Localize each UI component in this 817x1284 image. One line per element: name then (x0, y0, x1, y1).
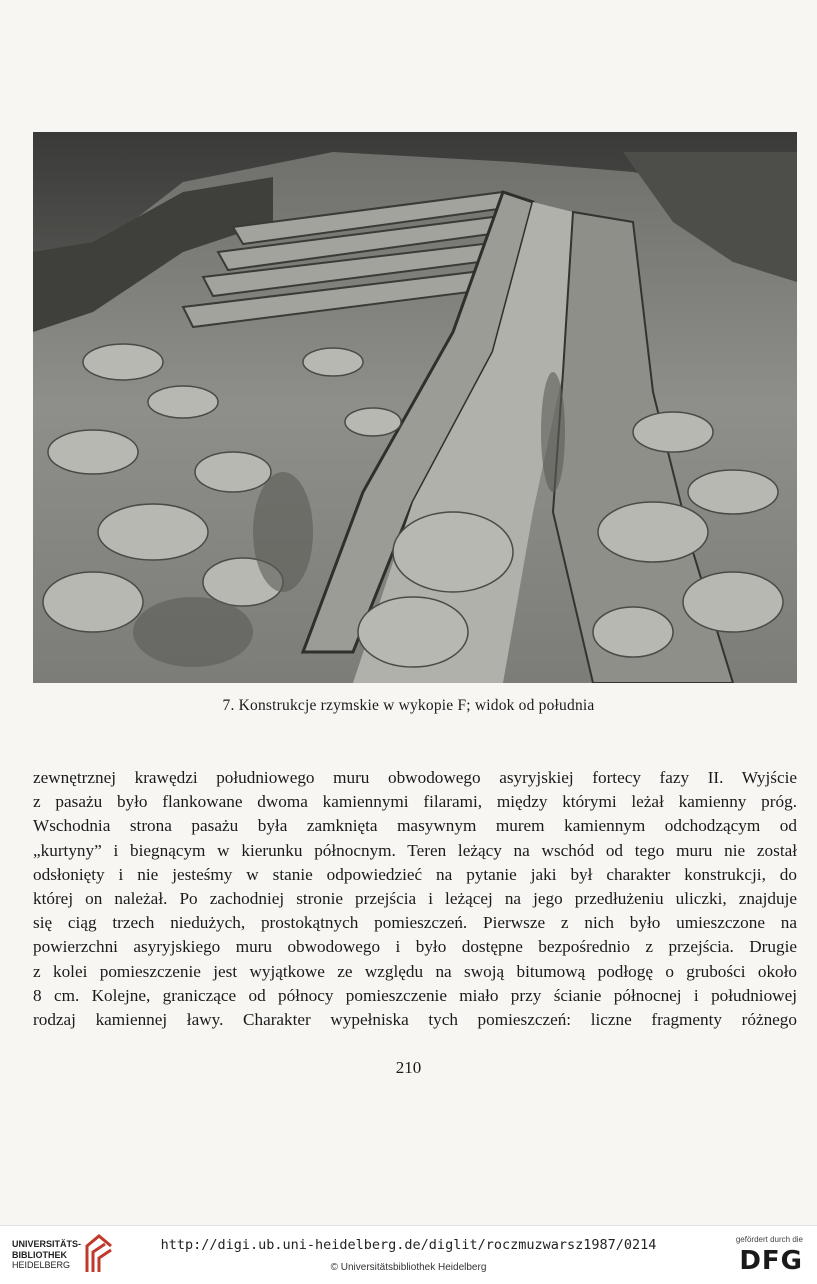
text-line: której on należał. Po zachodniej stronie przejścia i leżącej na jego przedłużeniu uliczki, znajduje (33, 889, 797, 909)
sponsor-note: gefördert durch die (735, 1235, 803, 1244)
page-number: 210 (395, 1058, 422, 1077)
document-url-link[interactable]: http://digi.ub.uni-heidelberg.de/diglit/roczmuzwarsz1987/0214 (160, 1237, 657, 1253)
excavation-photo-drawing (33, 132, 797, 683)
text-line: 8 cm. Kolejne, graniczące od północy pomieszczenie miało przy ścianie północnej i południowej (33, 985, 797, 1005)
text-line: Wschodnia strona pasażu była zamknięta masywnym murem kamiennym odchodzącym od (33, 816, 797, 836)
text-line: zewnętrznej krawędzi południowego muru obwodowego asyryjskiej fortecy fazy II. Wyjście (33, 768, 797, 787)
text-line: z pasażu było flankowane dwoma kamiennymi filarami, między którymi leżał kamienny próg. (33, 792, 797, 812)
excavation-photo (33, 132, 797, 683)
body-paragraph (33, 766, 797, 1032)
text-line: się ciąg trzech niedużych, prostokątnych pomieszczeń. Pierwsze z nich było umieszczone na (33, 913, 797, 933)
text-line: odsłonięty i nie jesteśmy w stanie odpowiedzieć na pytanie jaki był charakter konstrukcji, do (33, 864, 797, 884)
dfg-logo[interactable]: DFG (739, 1246, 803, 1276)
text-line: rodzaj kamiennej ławy. Charakter wypełniska tych pomieszczeń: liczne fragmenty różnego (33, 1010, 797, 1030)
text-line: z kolei pomieszczenie jest wyjątkowe ze względu na swoją bitumową podłogę o grubości około (33, 961, 797, 981)
figure-caption: 7. Konstrukcje rzymskie w wykopie F; widok od południa (222, 697, 595, 714)
library-name-line: UNIVERSITÄTS- (12, 1239, 82, 1249)
library-name-line: HEIDELBERG (12, 1260, 71, 1270)
digitization-footer (0, 1225, 817, 1284)
copyright-notice: © Universitätsbibliothek Heidelberg (330, 1262, 487, 1273)
text-line: „kurtyny” i biegnącym w kierunku północnym. Teren leżący na wschód od tego muru nie został (33, 840, 797, 860)
text-line: powierzchni asyryjskiego muru obwodowego i było dostępne bezpośrednio z przejścia. Drugie (33, 937, 797, 957)
library-name-line: BIBLIOTHEK (12, 1249, 67, 1260)
